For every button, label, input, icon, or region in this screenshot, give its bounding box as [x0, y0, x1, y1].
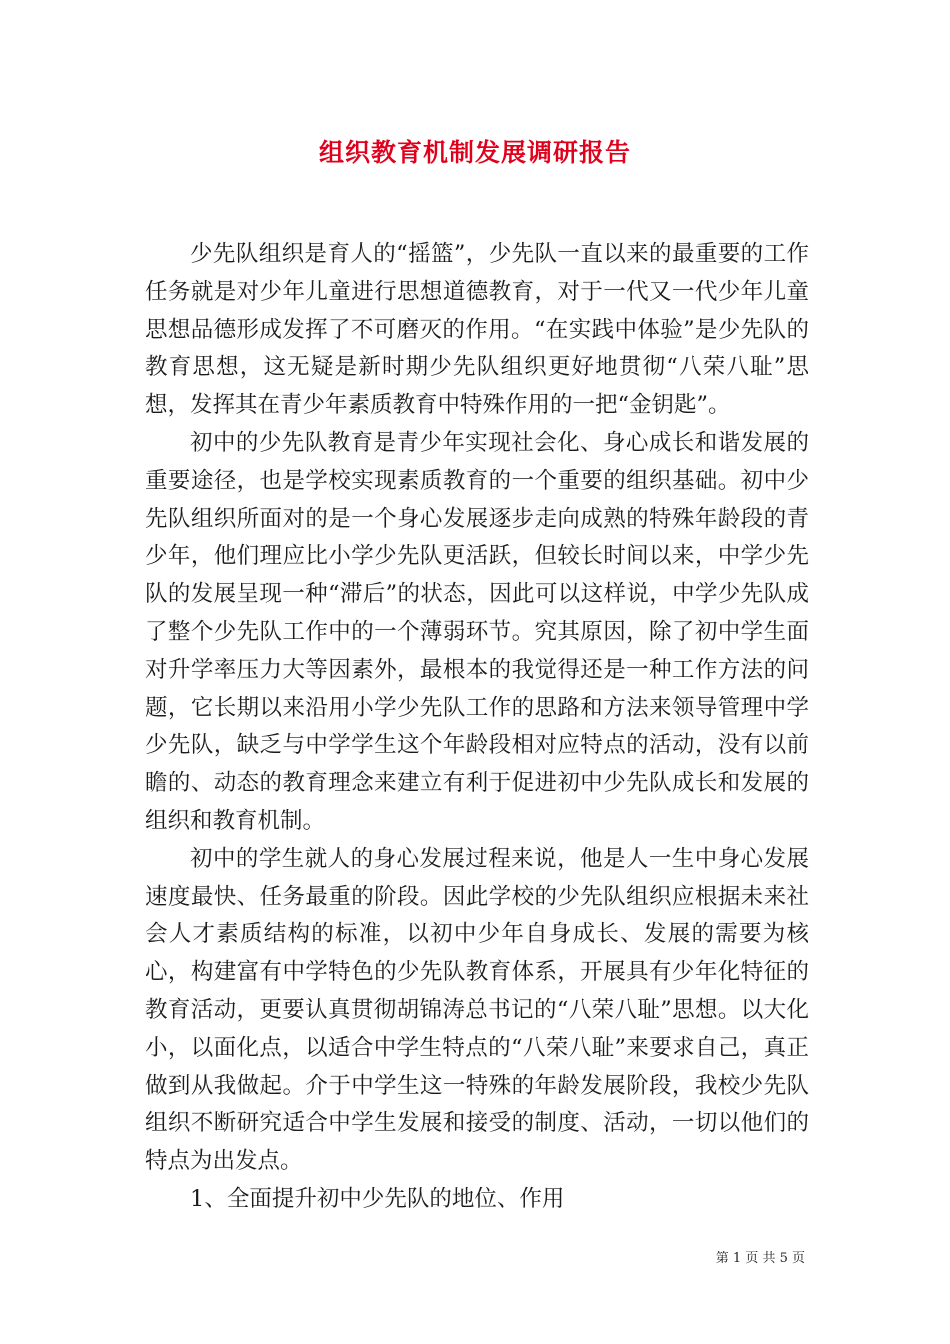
page-number-footer: 第 1 页 共 5 页: [715, 1251, 805, 1266]
section-heading: 1、全面提升初中少先队的地位、作用: [190, 1185, 565, 1212]
paragraph: 少先队组织是育人的“摇篮”，少先队一直以来的最重要的工作任务就是对少年儿童进行思想道德教育，对于一代又一代少年儿童思想品德形成发挥了不可磨灭的作用。“在实践中体验”是少先队的教育思想，这无疑是新时期少先队组织更好地贯彻“八荣八耻”思想，发挥其在青少年素质教育中特殊作用的一把“金钥匙”。: [145, 241, 809, 419]
paragraph: 初中的学生就人的身心发展过程来说，他是人一生中身心发展速度最快、任务最重的阶段。因此学校的少先队组织应根据未来社会人才素质结构的标准，以初中少年自身成长、发展的需要为核心，构建富有中学特色的少先队教育体系，开展具有少年化特征的教育活动，更要认真贯彻胡锦涛总书记的“八荣八耻”思想。以大化小，以面化点，以适合中学生特点的“八荣八耻”来要求自己，真正做到从我做起。介于中学生这一特殊的年龄发展阶段，我校少先队组织不断研究适合中学生发展和接受的制度、活动，一切以他们的特点为出发点。: [145, 845, 809, 1175]
document-body: [145, 236, 809, 1219]
document-title: 组织教育机制发展调研报告: [318, 138, 631, 167]
paragraph: 初中的少先队教育是青少年实现社会化、身心成长和谐发展的重要途径，也是学校实现素质教育的一个重要的组织基础。初中少先队组织所面对的是一个身心发展逐步走向成熟的特殊年龄段的青少年，他们理应比小学少先队更活跃，但较长时间以来，中学少先队的发展呈现一种“滞后”的状态，因此可以这样说，中学少先队成了整个少先队工作中的一个薄弱环节。究其原因，除了初中学生面对升学率压力大等因素外，最根本的我觉得还是一种工作方法的问题，它长期以来沿用小学少先队工作的思路和方法来领导管理中学少先队，缺乏与中学学生这个年龄段相对应特点的活动，没有以前瞻的、动态的教育理念来建立有利于促进初中少先队成长和发展的组织和教育机制。: [145, 429, 809, 834]
